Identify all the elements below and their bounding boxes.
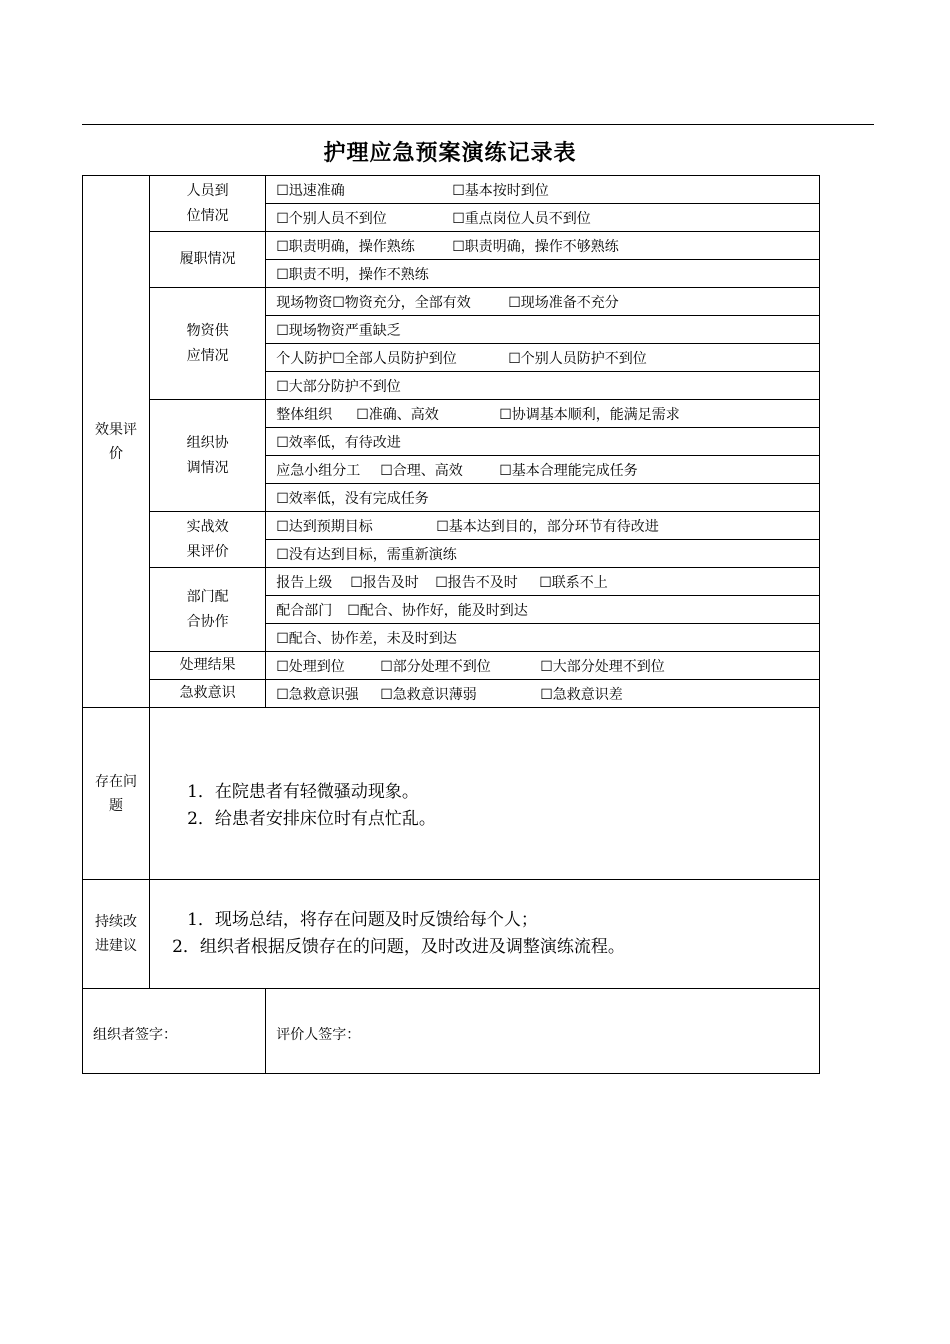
improvement-item: 1．现场总结，将存在问题及时反馈给每个人；: [187, 910, 538, 930]
first-aid-label: 急救意识: [150, 680, 266, 708]
checkbox-option[interactable]: ☐基本合理能完成任务: [499, 462, 638, 479]
duty-label: 履职情况: [150, 232, 266, 288]
coordination-label: 组织协调情况: [150, 400, 266, 512]
first-aid-options: [266, 680, 820, 708]
problems-label: 存在问题: [83, 708, 150, 880]
checkbox-option[interactable]: ☐没有达到目标，需重新演练: [276, 546, 457, 563]
checkbox-option[interactable]: ☐准确、高效: [356, 406, 439, 423]
checkbox-option[interactable]: ☐个别人员防护不到位: [508, 350, 647, 367]
checkbox-option[interactable]: ☐职责明确，操作熟练: [276, 238, 415, 255]
checkbox-option[interactable]: ☐报告及时: [350, 574, 419, 591]
result-label: 处理结果: [150, 652, 266, 680]
staff-arrival-label: 人员到位情况: [150, 176, 266, 232]
checkbox-option[interactable]: ☐达到预期目标: [276, 518, 373, 535]
checkbox-option[interactable]: ☐协调基本顺利，能满足需求: [499, 406, 680, 423]
checkbox-option[interactable]: ☐基本达到目的，部分环节有待改进: [436, 518, 659, 535]
checkbox-option[interactable]: ☐报告不及时: [435, 574, 518, 591]
problems-content: [150, 708, 820, 880]
coordination-options-2: [266, 428, 820, 456]
header-rule: [82, 124, 874, 125]
improvement-label: 持续改进建议: [83, 880, 150, 989]
duty-options-1: [266, 232, 820, 260]
actual-effect-options-2: [266, 540, 820, 568]
checkbox-option[interactable]: ☐职责明确，操作不够熟练: [452, 238, 619, 255]
checkbox-option[interactable]: ☐大部分防护不到位: [276, 378, 401, 395]
dept-cooperation-options-3: [266, 624, 820, 652]
checkbox-option[interactable]: ☐急救意识差: [540, 686, 623, 703]
option-category: 应急小组分工: [276, 462, 361, 479]
option-category: 整体组织: [276, 406, 333, 423]
coordination-options-4: [266, 484, 820, 512]
checkbox-option[interactable]: ☐急救意识强: [276, 686, 359, 703]
checkbox-option[interactable]: ☐现场物资严重缺乏: [276, 322, 401, 339]
checkbox-option[interactable]: ☐职责不明，操作不熟练: [276, 266, 429, 283]
page-title: 护理应急预案演练记录表: [323, 140, 577, 166]
dept-cooperation-options-1: [266, 568, 820, 596]
dept-cooperation-label: 部门配合协作: [150, 568, 266, 652]
checkbox-option[interactable]: ☐基本按时到位: [452, 182, 549, 199]
checkbox-option[interactable]: ☐效率低，没有完成任务: [276, 490, 429, 507]
problem-item: 1．在院患者有轻微骚动现象。: [187, 782, 419, 802]
checkbox-option[interactable]: ☐大部分处理不到位: [540, 658, 665, 675]
problem-item: 2．给患者安排床位时有点忙乱。: [187, 809, 436, 829]
actual-effect-label: 实战效果评价: [150, 512, 266, 568]
actual-effect-options-1: [266, 512, 820, 540]
staff-arrival-options-1: [266, 176, 820, 204]
checkbox-option[interactable]: ☐联系不上: [539, 574, 608, 591]
checkbox-option[interactable]: ☐个别人员不到位: [276, 210, 387, 227]
checkbox-option[interactable]: ☐急救意识薄弱: [380, 686, 477, 703]
supplies-options-2: [266, 316, 820, 344]
dept-cooperation-options-2: [266, 596, 820, 624]
duty-options-2: [266, 260, 820, 288]
checkbox-option[interactable]: ☐配合、协作差，未及时到达: [276, 630, 457, 647]
checkbox-option[interactable]: ☐处理到位: [276, 658, 345, 675]
supplies-options-3: [266, 344, 820, 372]
drill-record-table: [82, 175, 820, 1074]
checkbox-option[interactable]: 个人防护☐全部人员防护到位: [276, 350, 457, 367]
supplies-label: 物资供应情况: [150, 288, 266, 400]
checkbox-option[interactable]: ☐迅速准确: [276, 182, 345, 199]
checkbox-option[interactable]: ☐部分处理不到位: [380, 658, 491, 675]
checkbox-option[interactable]: ☐配合、协作好，能及时到达: [347, 602, 528, 619]
coordination-options-3: [266, 456, 820, 484]
evaluator-signature[interactable]: 评价人签字：: [266, 989, 820, 1074]
staff-arrival-options-2: [266, 204, 820, 232]
option-category: 配合部门: [276, 602, 333, 619]
organizer-signature[interactable]: 组织者签字：: [83, 989, 266, 1074]
checkbox-option[interactable]: ☐重点岗位人员不到位: [452, 210, 591, 227]
coordination-options-1: [266, 400, 820, 428]
supplies-options-1: [266, 288, 820, 316]
checkbox-option[interactable]: ☐合理、高效: [380, 462, 463, 479]
checkbox-option[interactable]: ☐效率低，有待改进: [276, 434, 401, 451]
improvement-item: 2．组织者根据反馈存在的问题，及时改进及调整演练流程。: [172, 937, 625, 957]
improvement-content: [150, 880, 820, 989]
option-category: 报告上级: [276, 574, 333, 591]
checkbox-option[interactable]: ☐现场准备不充分: [508, 294, 619, 311]
result-options: [266, 652, 820, 680]
checkbox-option[interactable]: 现场物资☐物资充分，全部有效: [276, 294, 471, 311]
supplies-options-4: [266, 372, 820, 400]
effect-evaluation-label: 效果评价: [83, 176, 150, 708]
